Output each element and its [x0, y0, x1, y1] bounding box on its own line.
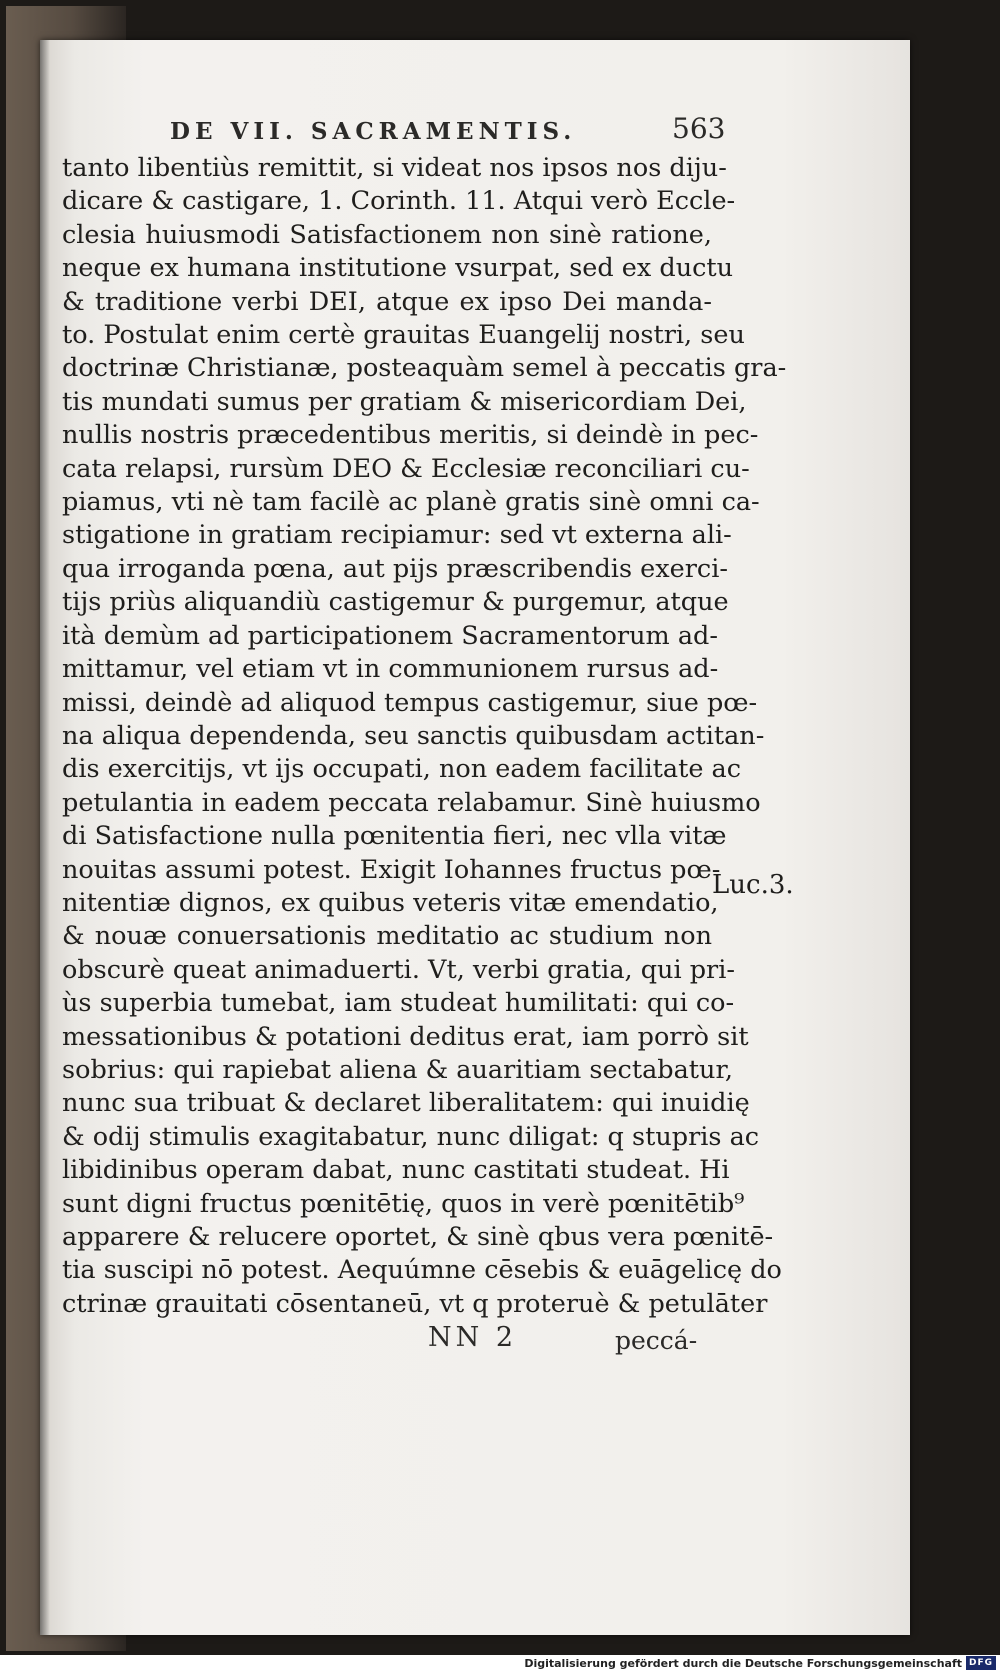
text-line: apparere & relucere oportet, & sinè qbus vera pœnitē-	[62, 1222, 774, 1252]
text-line: dicare & castigare, 1. Corinth. 11. Atqui verò Eccle-	[62, 186, 736, 217]
text-line: tijs priùs aliquandiù castigemur & purgemur, atque	[62, 587, 729, 618]
text-line: nullis nostris præcedentibus meritis, si deindè in pec-	[62, 420, 759, 451]
text-line: messationibus & potationi deditus erat, iam porrò sit	[62, 1021, 749, 1052]
text-line: clesia huiusmodi Satisfactionem non sinè ratione,	[62, 219, 712, 250]
text-line: cata relapsi, rursùm DEO & Ecclesiæ reconciliari cu-	[62, 453, 750, 484]
text-line: nitentiæ dignos, ex quibus veteris vitæ emendatio,	[62, 887, 719, 918]
catchword: peccá-	[615, 1326, 698, 1355]
margin-note: Luc.3.	[712, 870, 794, 900]
running-head: DE VII. SACRAMENTIS.	[170, 118, 577, 145]
text-line: qua irroganda pœna, aut pijs præscribendis exerci-	[62, 553, 728, 584]
text-line: libidinibus operam dabat, nunc castitati studeat. Hi	[62, 1155, 730, 1186]
text-line: tis mundati sumus per gratiam & misericordiam Dei,	[62, 386, 747, 417]
text-line: & odij stimulis exagitabatur, nunc diligat: q stupris ac	[62, 1121, 760, 1152]
text-line: stigatione in gratiam recipiamur: sed vt externa ali-	[62, 520, 732, 551]
text-line: ùs superbia tumebat, iam studeat humilitati: qui co-	[62, 988, 735, 1019]
text-line: na aliqua dependenda, seu sanctis quibusdam actitan-	[62, 720, 765, 751]
signature-mark: NN 2	[428, 1322, 518, 1353]
text-line: sunt digni fructus pœnitētię, quos in verè pœnitētib⁹	[62, 1188, 745, 1219]
text-line: dis exercitijs, vt ijs occupati, non eadem facilitate ac	[62, 754, 742, 785]
text-line: to. Postulat enim certè grauitas Euangelij nostri, seu	[62, 320, 745, 351]
text-line: doctrinæ Christianæ, posteaquàm semel à peccatis gra-	[62, 353, 787, 384]
text-line: nouitas assumi potest. Exigit Iohannes fructus pœ-	[62, 854, 721, 885]
text-line: tanto libentiùs remittit, si videat nos ipsos nos diju-	[62, 153, 727, 183]
text-line: sobrius: qui rapiebat aliena & auaritiam sectabatur,	[62, 1054, 733, 1085]
text-line: piamus, vti nè tam facilè ac planè gratis sinè omni ca-	[62, 487, 760, 518]
text-line: & nouæ conuersationis meditatio ac studium non	[62, 921, 712, 952]
text-line: petulantia in eadem peccata relabamur. Sinè huiusmo	[62, 787, 761, 818]
text-line: nunc sua tribuat & declaret liberalitatem: qui inuidię	[62, 1088, 750, 1119]
text-line: & traditione verbi DEI, atque ex ipso Dei manda-	[62, 286, 712, 317]
dfg-logo: DFG	[966, 1656, 996, 1670]
text-line: di Satisfactione nulla pœnitentia fieri, nec vlla vitæ	[62, 821, 727, 852]
text-line: tia suscipi nō potest. Aequúmne cēsebis & euāgelicę do	[62, 1255, 782, 1286]
text-line: missi, deindè ad aliquod tempus castigemur, siue pœ-	[62, 687, 758, 718]
text-line: neque ex humana institutione vsurpat, sed ex ductu	[62, 253, 734, 284]
text-line: mittamur, vel etiam vt in communionem rursus ad-	[62, 654, 719, 685]
page-number: 563	[672, 112, 726, 145]
text-line: obscurè queat animaduerti. Vt, verbi gratia, qui pri-	[62, 954, 736, 985]
text-line: ctrinæ grauitati cōsentaneū, vt q proteruè & petulāter	[62, 1288, 768, 1319]
text-line: ità demùm ad participationem Sacramentorum ad-	[62, 620, 718, 651]
footer-credit: Digitalisierung gefördert durch die Deutsche Forschungsgemeinschaft	[524, 1657, 962, 1670]
spine-shadow	[40, 40, 50, 1635]
